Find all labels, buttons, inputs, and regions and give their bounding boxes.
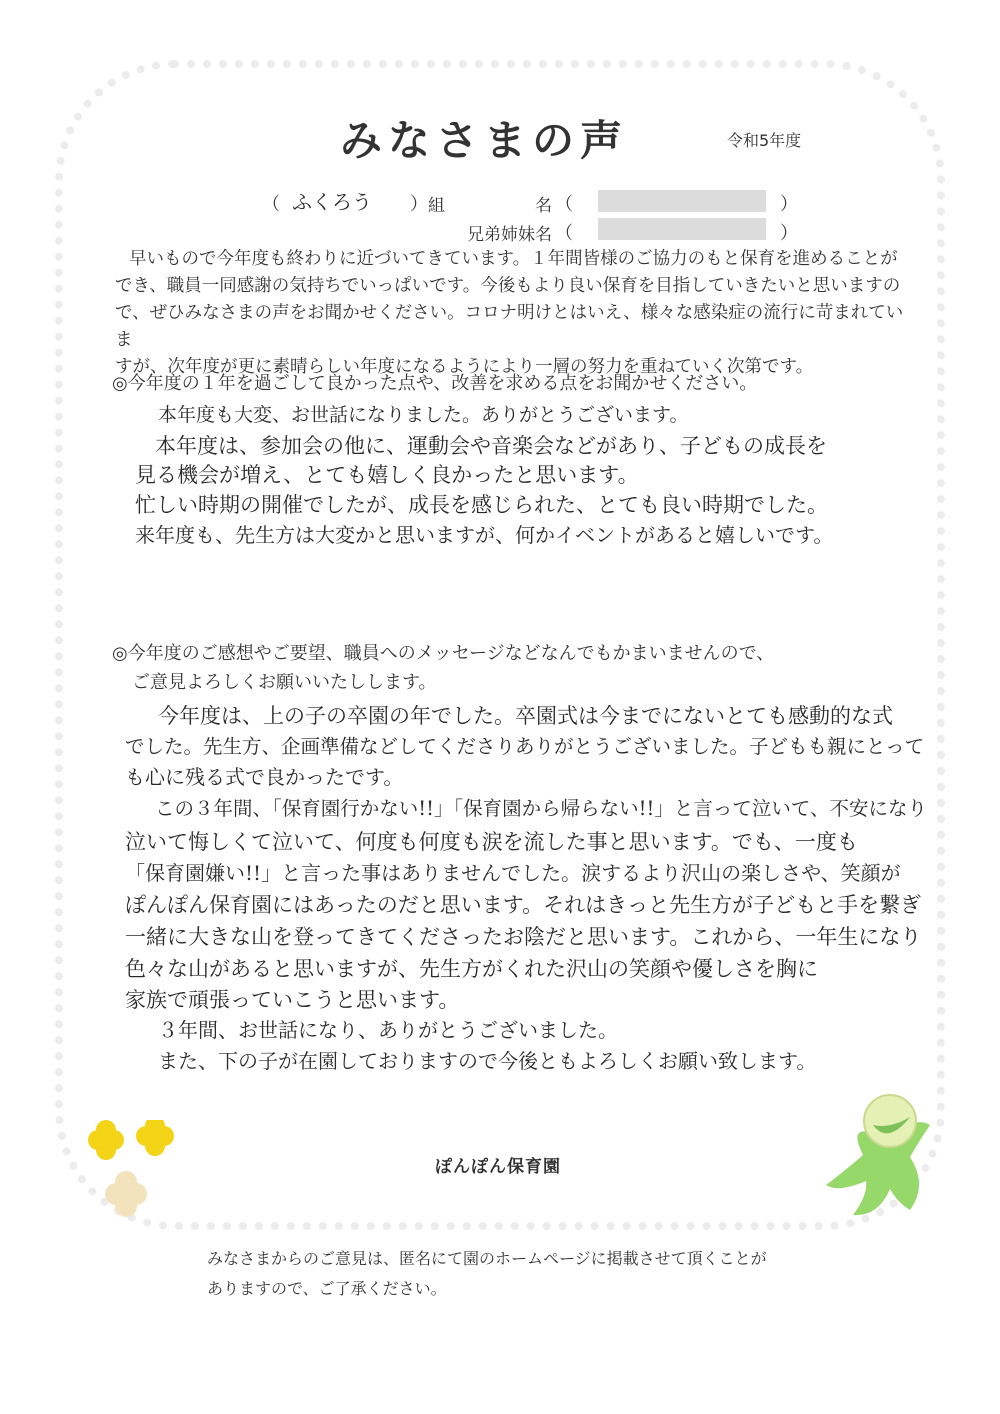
answer-1-line: 本年度は、参加会の他に、運動会や音楽会などがあり、子どもの成長を (155, 434, 827, 458)
footer-notice (207, 1244, 767, 1304)
yellow-flower-icon (136, 1120, 174, 1156)
intro-paragraph (115, 246, 920, 381)
footer-line: ありますので、ご了承ください。 (207, 1279, 447, 1298)
paren-close: ） (410, 194, 428, 215)
paren-close: ） (780, 223, 798, 244)
answer-1-line: 見る機会が増え、とても嬉しく良かったと思います。 (135, 463, 639, 487)
class-value: ふくろう (292, 190, 372, 214)
intro-line: 早いもので今年度も終わりに近づいてきています。１年間皆様のご協力のもと保育を進めることが (129, 249, 898, 269)
intro-line: すが、次年度が更に素晴らしい年度になるようにより一層の努力を重ねていく次第です。 (115, 357, 814, 377)
answer-1-line: 本年度も大変、お世話になりました。ありがとうございます。 (158, 404, 689, 426)
question-2-prompt-cont: ご意見よろしくお願いいたしします。 (132, 672, 437, 693)
flowers-illustration (80, 1120, 200, 1230)
paren-open: （ (262, 194, 280, 215)
class-label: 組 (428, 196, 445, 216)
answer-2-line: 今年度は、上の子の卒園の年でした。卒園式は今までにないとても感動的な式 (158, 704, 893, 728)
mascot-head-icon (864, 1095, 916, 1147)
answer-2-line: ぽんぽん保育園にはあったのだと思います。それはきっと先生方が子どもと手を繋ぎ (125, 893, 922, 917)
answer-2-line: 「保育園嫌い!!」と言った事はありませんでした。涙するより沢山の楽しさや、笑顔が (125, 861, 901, 885)
answer-1-line: 忙しい時期の開催でしたが、成長を感じられた、とても良い時期でした。 (135, 493, 828, 517)
nursery-logo: ぽんぽん保育園 (435, 1157, 561, 1177)
page-title: みなさまの声 (340, 116, 629, 165)
answer-2-line: ３年間、お世話になり、ありがとうございました。 (158, 1018, 618, 1042)
intro-line: でき、職員一同感謝の気持ちでいっぱいです。今後もより良い保育を目指していきたいと思いますの (115, 276, 901, 296)
answer-2-line: も心に残る式で良かったです。 (125, 765, 404, 789)
yellow-flower-icon (88, 1120, 124, 1160)
redacted-siblings-name (598, 218, 766, 240)
answer-2-line: 一緒に大きな山を登ってきてくださったお陰だと思います。これから、一年生になり (125, 925, 922, 949)
era-label: 令和5年度 (727, 131, 802, 150)
paren-close: ） (780, 194, 798, 215)
question-1-prompt: ◎今年度の１年を過ごして良かった点や、改善を求める点をお聞かせください。 (112, 373, 758, 394)
answer-2-line: 泣いて悔しくて泣いて、何度も何度も涙を流した事と思います。でも、一度も (125, 830, 858, 854)
answer-2-line: でした。先生方、企画準備などしてくださりありがとうございました。子どもも親にとって (125, 735, 925, 758)
mascot-illustration (818, 1085, 948, 1230)
answer-2-line: 家族で頑張っていこうと思います。 (125, 988, 460, 1012)
intro-line: で、ぜひみなさまの声をお聞かせください。コロナ明けとはいえ、様々な感染症の流行に苛まれていま (115, 303, 904, 350)
question-2-prompt: ◎今年度のご感想やご要望、職員へのメッセージなどなんでもかまいませんので、 (112, 643, 775, 664)
redacted-name (598, 190, 766, 212)
answer-1-line: 来年度も、先生方は大変かと思いますが、何かイベントがあると嬉しいです。 (135, 523, 834, 547)
paren-open: （ (555, 194, 573, 215)
answer-2-line: 色々な山があると思いますが、先生方がくれた沢山の笑顔や優しさを胸に (125, 957, 818, 981)
footer-line: みなさまからのご意見は、匿名にて園のホームページに掲載させて頂くことが (207, 1249, 767, 1268)
siblings-label: 兄弟姉妹名 (467, 225, 552, 245)
answer-2-line: また、下の子が在園しておりますので今後ともよろしくお願い致します。 (158, 1049, 817, 1073)
cream-flower-icon (105, 1171, 147, 1217)
answer-2-line: この３年間、「保育園行かない!!」「保育園から帰らない!!」と言って泣いて、不安になり (155, 797, 927, 820)
name-label: 名 (535, 196, 552, 216)
paren-open: （ (555, 223, 573, 244)
